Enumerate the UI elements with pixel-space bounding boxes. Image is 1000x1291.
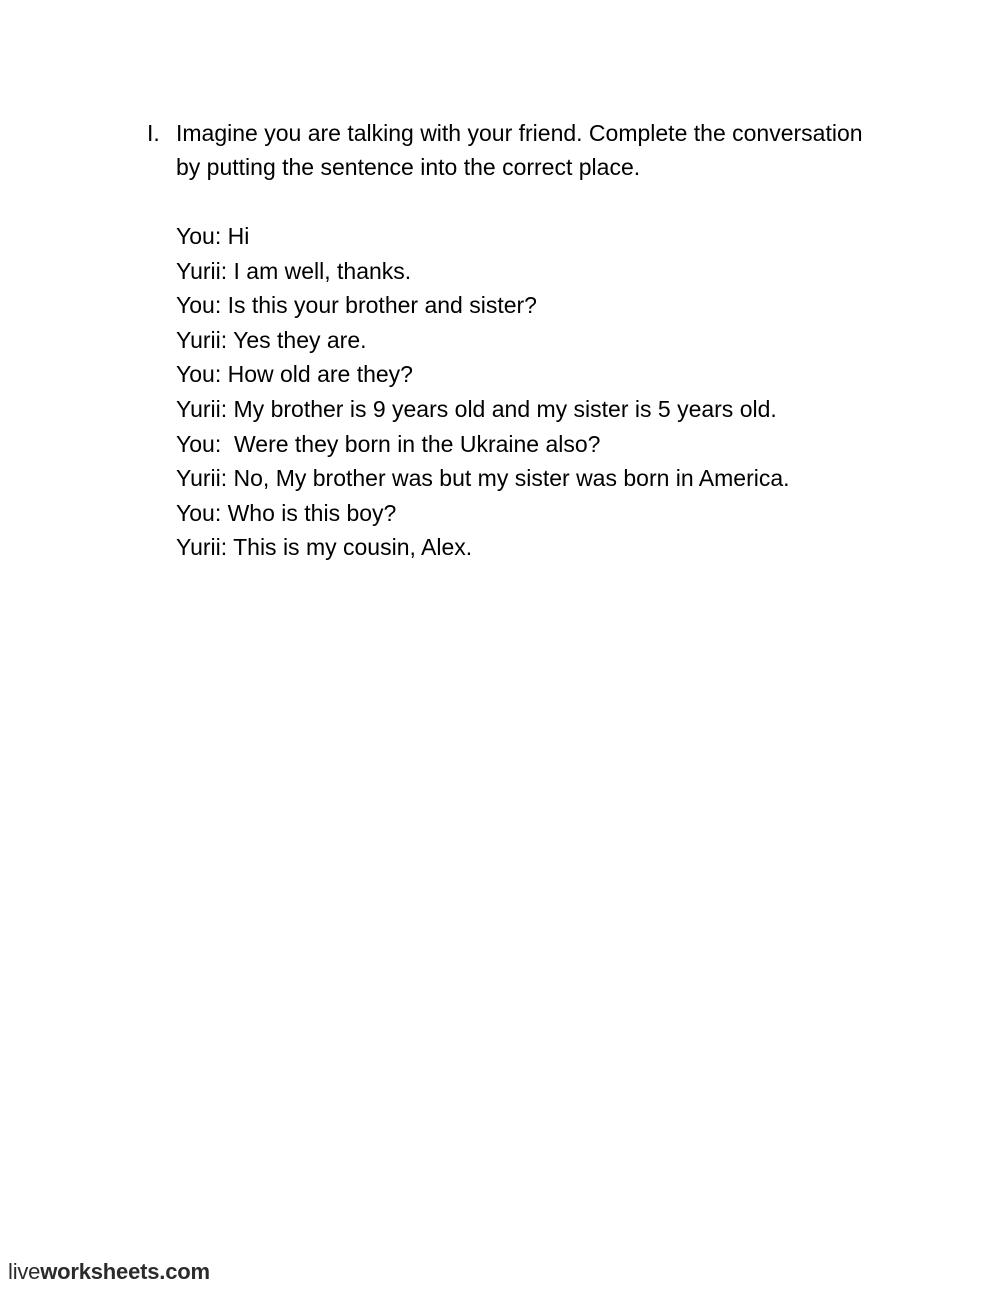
dialogue-line: You: Is this your brother and sister? (176, 292, 537, 319)
dialogue-line: Yurii: My brother is 9 years old and my sister is 5 years old. (176, 395, 777, 422)
dialogue-line: You: Hi (176, 223, 250, 249)
dialogue-line: You: Who is this boy? (176, 499, 397, 526)
dialogue-line: Yurii: No, My brother was but my sister was born in America. (176, 465, 790, 492)
question-instruction: Imagine you are talking with your friend. Complete the conversation by putting the sentence into the correct place. (176, 120, 863, 180)
dialogue-line: You: How old are they? (176, 361, 413, 388)
logo-suffix: .com (159, 1259, 210, 1284)
conversation (176, 219, 896, 565)
logo-prefix: live (8, 1259, 41, 1284)
question-number: I. (147, 120, 160, 146)
logo-name: worksheets (40, 1259, 160, 1284)
liveworksheets-logo (8, 1258, 210, 1286)
dialogue-line: You: Were they born in the Ukraine also? (176, 430, 601, 457)
dialogue-line: Yurii: Yes they are. (176, 326, 367, 353)
question-block (147, 116, 867, 184)
dialogue-line: Yurii: This is my cousin, Alex. (176, 534, 473, 561)
dialogue-line: Yurii: I am well, thanks. (176, 257, 412, 284)
